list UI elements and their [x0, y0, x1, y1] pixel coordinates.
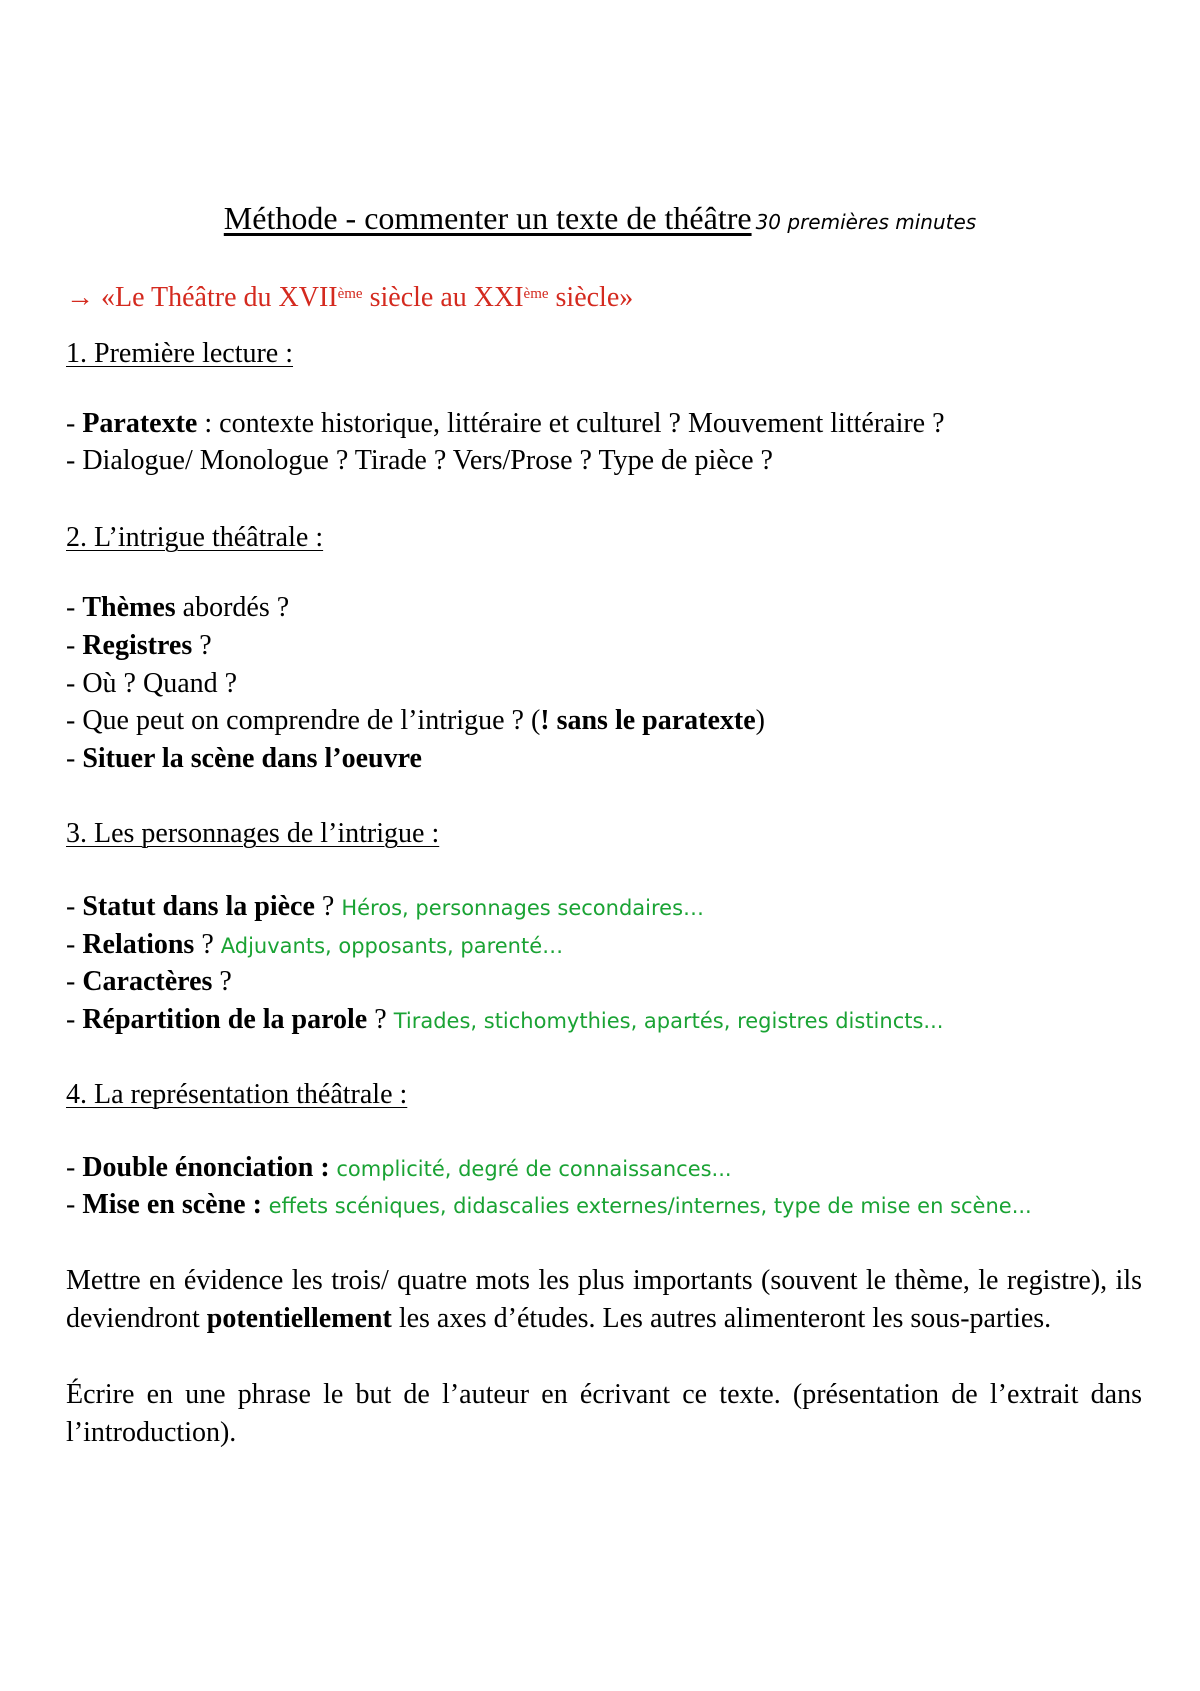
section3-item1: - Statut dans la pièce ? Héros, personnages secondaires… [66, 891, 705, 922]
section2-item3: - Où ? Quand ? [66, 668, 238, 699]
conclusion-paragraph-1: Mettre en évidence les trois/ quatre mots les plus importants (souvent le thème, le registre), ils deviendront potentiellement les axes d’études. Les autres alimenteront les sous-parties. [66, 1265, 1142, 1334]
section2-item1: - Thèmes abordés ? [66, 592, 290, 623]
section1-item1: - Paratexte : contexte historique, littéraire et culturel ? Mouvement littéraire ? [66, 408, 945, 439]
section4-heading: 4. La représentation théâtrale : [66, 1079, 408, 1110]
section2-item4: - Que peut on comprendre de l’intrigue ? (! sans le paratexte) [66, 705, 765, 736]
section4-item2: - Mise en scène : effets scéniques, didascalies externes/internes, type de mise en scène... [66, 1189, 1032, 1220]
title-note: 30 premières minutes [755, 210, 977, 234]
section3-item4: - Répartition de la parole ? Tirades, stichomythies, apartés, registres distincts... [66, 1004, 944, 1035]
subtitle-prefix: «Le Théâtre du XVII [94, 282, 338, 313]
subtitle-sup1: ème [337, 286, 363, 302]
title-main: Méthode - commenter un texte de théâtre [223, 200, 752, 236]
section3-item3: - Caractères ? [66, 966, 232, 997]
document-title [0, 198, 1200, 242]
arrow-icon: → [66, 282, 94, 313]
subtitle-middle: siècle au XXI [362, 282, 524, 313]
subtitle-suffix: siècle» [548, 282, 634, 313]
conclusion-paragraph-2: Écrire en une phrase le but de l’auteur en écrivant ce texte. (présentation de l’extrait dans l’introduction). [66, 1379, 1142, 1448]
subtitle [66, 280, 633, 316]
section2-item2: - Registres ? [66, 630, 212, 661]
section3-item2: - Relations ? Adjuvants, opposants, parenté… [66, 929, 564, 960]
subtitle-sup2: ème [523, 286, 549, 302]
section2-item5: - Situer la scène dans l’oeuvre [66, 743, 422, 774]
section2-heading: 2. L’intrigue théâtrale : [66, 522, 324, 553]
section4-item1: - Double énonciation : complicité, degré de connaissances... [66, 1152, 732, 1183]
section3-heading: 3. Les personnages de l’intrigue : [66, 818, 440, 849]
section1-item2: - Dialogue/ Monologue ? Tirade ? Vers/Prose ? Type de pièce ? [66, 445, 773, 476]
section1-heading: 1. Première lecture : [66, 338, 294, 369]
